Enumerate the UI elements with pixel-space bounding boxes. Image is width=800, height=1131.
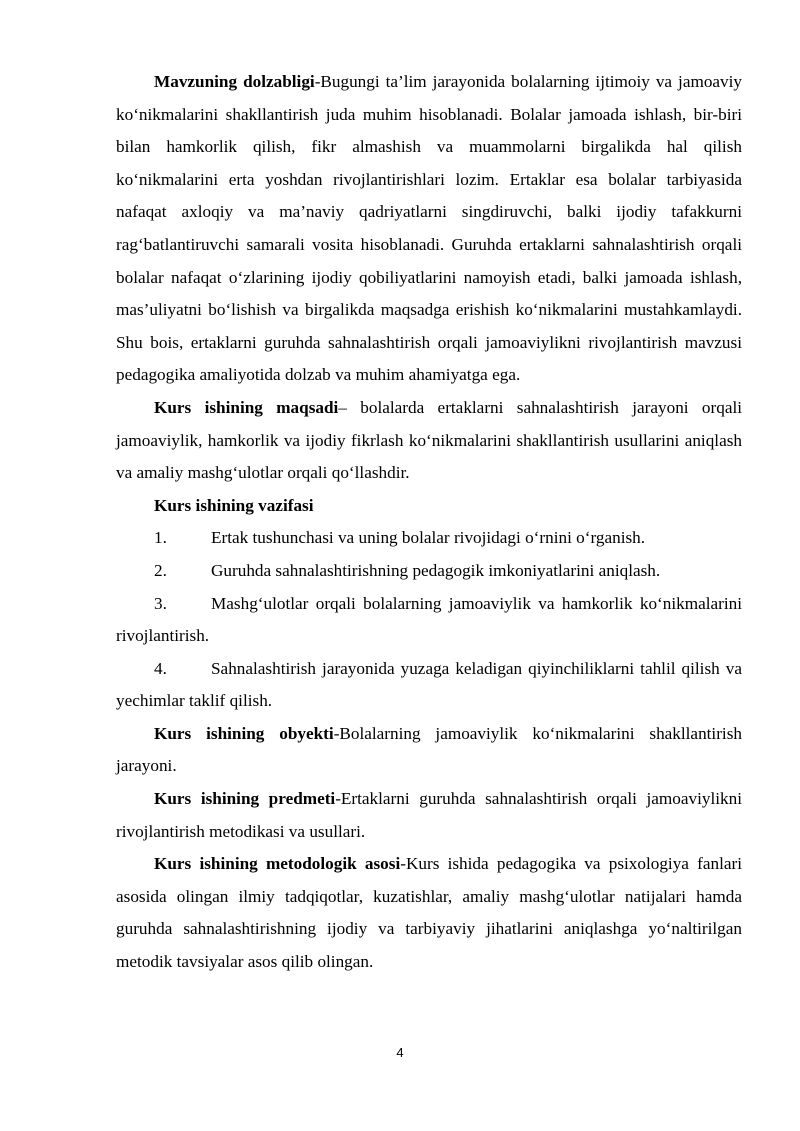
- relevance-paragraph: [116, 66, 742, 392]
- task-text: Sahnalashtirish jarayonida yuzaga keladigan qiyinchiliklarni tahlil qilish va yechimlar taklif qilish.: [116, 658, 742, 711]
- task-item-4: [116, 653, 742, 718]
- task-number: 3.: [154, 593, 167, 613]
- object-paragraph: [116, 718, 742, 783]
- document-page: [116, 66, 742, 979]
- subject-paragraph: [116, 783, 742, 848]
- relevance-text: -Bugungi ta’lim jarayonida bolalarning ijtimoiy va jamoaviy ko‘nikmalarini shakllantirish juda muhim hisoblanadi. Bolalar jamoada ishlash, bir-biri bilan hamkorlik qilish, fikr almashish va muammolarni birgalikda hal qilish ko‘nikmalarini erta yoshdan rivojlantirishlari lozim. Ertaklar esa bolalar tarbiyasida nafaqat axloqiy va ma’naviy qadriyatlarni singdiruvchi, balki ijodiy tafakkurni rag‘batlantiruvchi samarali vosita hisoblanadi. Guruhda ertaklarni sahnalashtirish orqali bolalar nafaqat o‘zlarining ijodiy qobiliyatlarini namoyish etadi, balki jamoada ishlash, mas’uliyatni bo‘lishish va birgalikda maqsadga erishish ko‘nikmalarini mustahkamlaydi. Shu bois, ertaklarni guruhda sahnalashtirish orqali jamoaviylikni rivojlantirish mavzusi pedagogika amaliyotida dolzab va muhim ahamiyatga ega.: [116, 72, 742, 385]
- task-number: 4.: [154, 658, 167, 678]
- task-item-2: [116, 555, 742, 588]
- task-text: Ertak tushunchasi va uning bolalar rivojidagi o‘rnini o‘rganish.: [211, 528, 646, 548]
- methodology-paragraph: [116, 848, 742, 978]
- task-number: 1.: [154, 528, 167, 548]
- subject-label: Kurs ishining predmeti: [154, 789, 336, 809]
- goal-text: – bolalarda ertaklarni sahnalashtirish jarayoni orqali jamoaviylik, hamkorlik va ijodiy fikrlash ko‘nikmalarini shakllantirish usullarini aniqlash va amaliy mashg‘ulotlar orqali qo‘llashdir.: [116, 397, 743, 483]
- task-item-3: [116, 588, 742, 653]
- task-number: 2.: [154, 560, 167, 580]
- task-item-1: [116, 522, 742, 555]
- relevance-label: Mavzuning dolzabligi: [154, 72, 315, 91]
- tasks-heading: Kurs ishining vazifasi: [154, 495, 314, 515]
- task-text: Mashg‘ulotlar orqali bolalarning jamoaviylik va hamkorlik ko‘nikmalarini rivojlantirish.: [116, 593, 742, 646]
- object-label: Kurs ishining obyekti: [154, 723, 334, 743]
- methodology-text: -Kurs ishida pedagogika va psixologiya fanlari asosida olingan ilmiy tadqiqotlar, kuzatishlar, amaliy mashg‘ulotlar natijalari hamda guruhda sahnalashtirishning ijodiy va tarbiyaviy jihatlarini aniqlashga yo‘naltirilgan metodik tavsiyalar asos qilib olingan.: [116, 854, 742, 972]
- task-text: Guruhda sahnalashtirishning pedagogik imkoniyatlarini aniqlash.: [211, 560, 661, 580]
- goal-paragraph: [116, 392, 742, 490]
- subject-text: -Ertaklarni guruhda sahnalashtirish orqali jamoaviylikni rivojlantirish metodikasi va usullari.: [116, 789, 742, 841]
- goal-label: Kurs ishining maqsadi: [154, 397, 339, 417]
- methodology-label: Kurs ishining metodologik asosi: [154, 854, 401, 874]
- object-text: -Bolalarning jamoaviylik ko‘nikmalarini shakllantirish jarayoni.: [116, 723, 742, 776]
- page-number: 4: [396, 1045, 404, 1060]
